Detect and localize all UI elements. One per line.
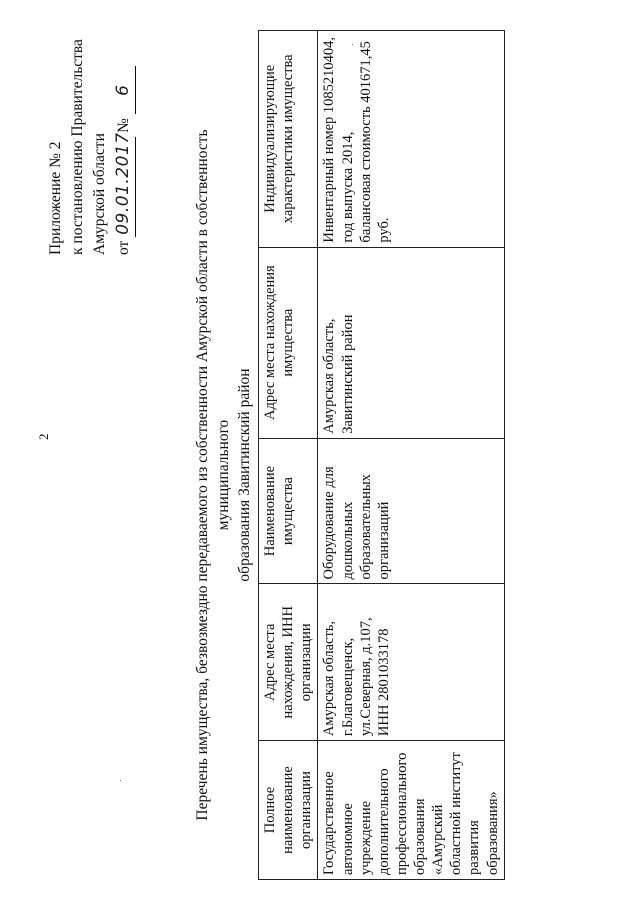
- cell-property-characteristics: Инвентарный номер 1085210404, год выпуска 2014, балансовая стоимость 401671,45 руб.: [318, 31, 504, 248]
- header-property-address: [259, 247, 318, 438]
- handwritten-date: 09.01.2017: [111, 137, 136, 237]
- cell-property-name: Оборудование для дошкольных образовательных организаций: [318, 438, 504, 584]
- appendix-title: Приложение № 2: [47, 141, 64, 255]
- cell-org-address: Амурская область, г.Благовещенск, ул.Северная, д.107, ИНН 2801033178: [318, 584, 504, 741]
- header-org-name: [259, 741, 318, 880]
- cell-org-name: Государственное автономное учреждение дополнительного профессионального образования «Амурский областной институт развития образования»: [318, 741, 504, 880]
- header-org-name-text: Полное наименование организации: [262, 766, 315, 854]
- cell-property-address: Амурская область, Завитинский район: [318, 247, 504, 438]
- header-property-name-text: Наименование имущества: [262, 465, 297, 557]
- header-org-address-text: Адрес места нахождения, ИНН организации: [262, 606, 315, 719]
- page-number: 2: [36, 433, 51, 440]
- scan-speck: [120, 780, 121, 781]
- rotated-document-content: [0, 30, 640, 905]
- handwritten-number: 6: [111, 66, 136, 114]
- document-title: [193, 95, 256, 855]
- title-line-2: образования Завитинский район: [235, 368, 253, 582]
- table-header-row: [259, 31, 318, 880]
- appendix-region: Амурской области: [91, 133, 108, 255]
- number-label: №: [115, 118, 132, 133]
- title-line-1: Перечень имущества, безвозмездно передаваемого из собственности Амурской области в собственность муниципального: [194, 129, 232, 821]
- header-property-characteristics-text: Индивидуализирующие характеристики имущества: [262, 54, 297, 224]
- appendix-resolution-ref: к постановлению Правительства: [69, 39, 86, 255]
- appendix-date-line: [111, 25, 136, 255]
- property-table: [258, 30, 505, 880]
- table-row: [318, 31, 504, 880]
- header-org-address: [259, 584, 318, 741]
- header-property-address-text: Адрес места нахождения имущества: [262, 265, 297, 421]
- header-property-characteristics: [259, 31, 318, 248]
- appendix-header: [45, 25, 136, 255]
- header-property-name: [259, 438, 318, 584]
- scan-speck: [352, 44, 353, 45]
- date-prefix: от: [115, 240, 132, 255]
